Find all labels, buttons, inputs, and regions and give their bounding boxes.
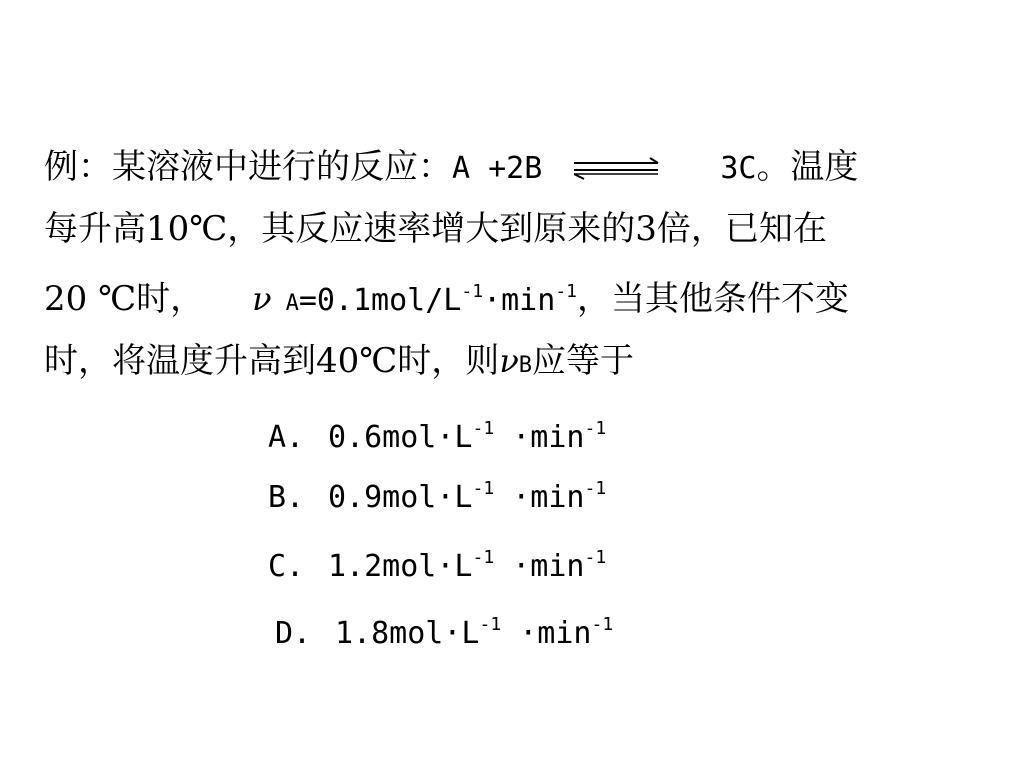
option-c-value: 1.2mol·L — [328, 549, 473, 584]
rate-symbol-a: ν — [252, 280, 272, 318]
option-a-unit: ·min — [494, 420, 585, 455]
question-line-4-text: 时，将温度升高到40℃时，则 — [44, 341, 500, 381]
option-a-value: 0.6mol·L — [328, 420, 473, 455]
option-b[interactable] — [268, 474, 606, 522]
question-intro: 例：某溶液中进行的反应： — [44, 147, 452, 187]
question-line-1 — [44, 142, 858, 192]
option-d[interactable] — [275, 610, 613, 658]
question-line-4-tail: 应等于 — [532, 341, 635, 381]
rate-subscript-a: A — [285, 291, 299, 316]
rate-unit-min: ·min — [483, 283, 556, 318]
option-a[interactable] — [268, 414, 606, 462]
option-c-unit: ·min — [494, 549, 585, 584]
rate-exponent-1: -1 — [461, 281, 484, 302]
reaction-reactants: A +2B — [452, 151, 543, 186]
option-b-exp2: -1 — [584, 478, 607, 499]
option-d-value: 1.8mol·L — [335, 616, 480, 651]
option-b-value: 0.9mol·L — [328, 480, 473, 515]
question-line-1-tail: 。温度 — [756, 147, 859, 187]
rate-symbol-b: ν — [499, 342, 519, 380]
option-c-exp2: -1 — [584, 547, 607, 568]
rate-subscript-b: B — [518, 353, 533, 378]
question-line-3 — [44, 274, 849, 324]
rate-exponent-2: -1 — [555, 281, 577, 302]
option-c-exp1: -1 — [472, 547, 495, 568]
equilibrium-arrow-icon — [572, 156, 662, 180]
question-line-3-tail: ，当其他条件不变 — [577, 279, 849, 319]
option-a-exp1: -1 — [472, 418, 495, 439]
option-d-exp1: -1 — [479, 614, 502, 635]
option-a-label: A. — [268, 420, 305, 455]
initial-temperature: 20 ℃时， — [44, 279, 205, 319]
option-a-exp2: -1 — [584, 418, 607, 439]
option-c-label: C. — [268, 549, 305, 584]
option-d-unit: ·min — [501, 616, 592, 651]
option-d-label: D. — [275, 616, 312, 651]
option-b-label: B. — [268, 480, 305, 515]
reaction-product: 3C — [720, 151, 757, 186]
question-line-4 — [44, 336, 634, 386]
option-c[interactable] — [268, 543, 606, 591]
rate-value: =0.1mol/L — [298, 283, 462, 318]
option-d-exp2: -1 — [591, 614, 614, 635]
option-b-unit: ·min — [494, 480, 585, 515]
question-line-2: 每升高10℃，其反应速率增大到原来的3倍，已知在 — [44, 209, 827, 249]
option-b-exp1: -1 — [472, 478, 495, 499]
